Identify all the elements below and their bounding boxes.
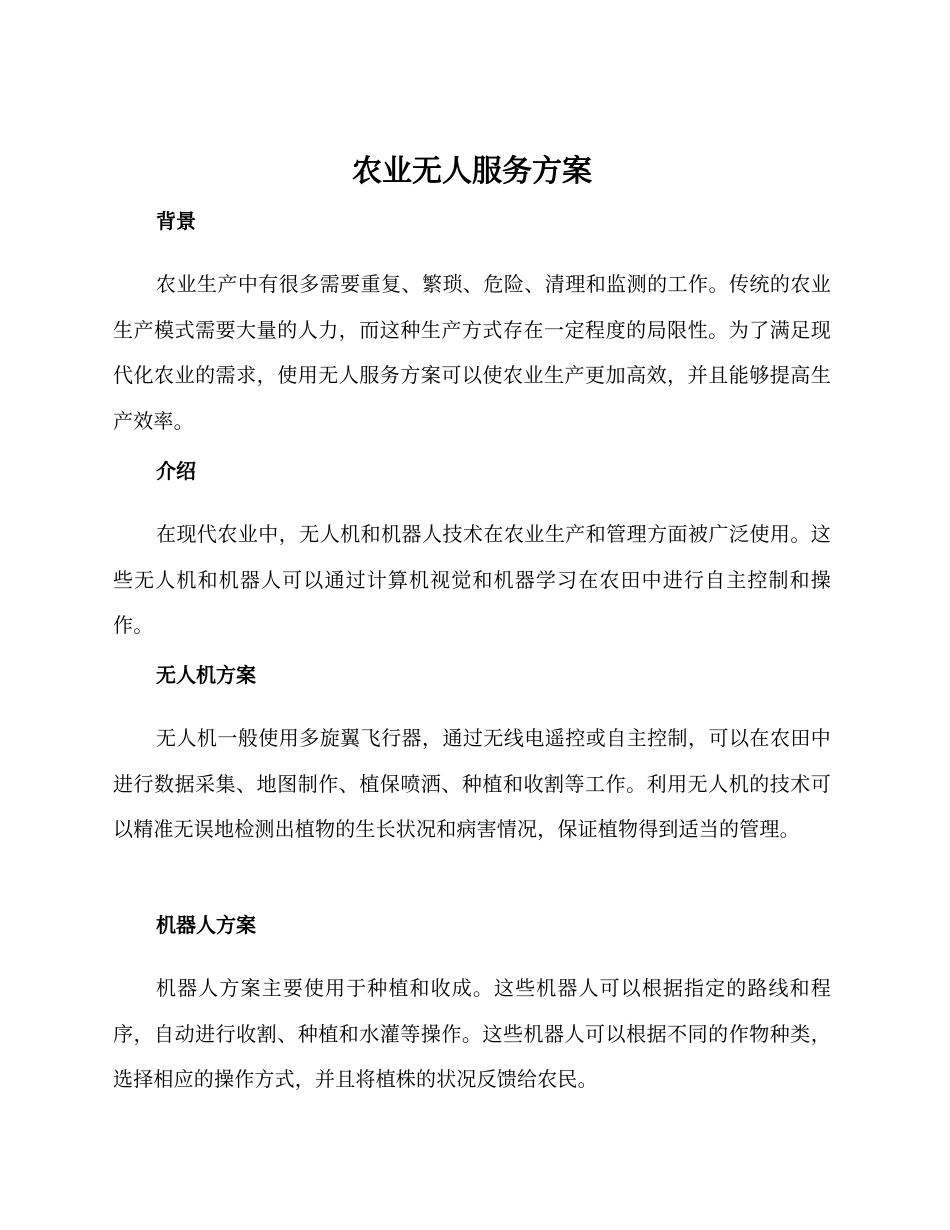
section-body-introduction: 在现代农业中，无人机和机器人技术在农业生产和管理方面被广泛使用。这些无人机和机器人可以通过计算机视觉和机器学习在农田中进行自主控制和操作。 <box>113 522 831 637</box>
section-heading-background: 背景 <box>156 209 196 233</box>
section-heading-introduction: 介绍 <box>156 459 196 483</box>
section-background <box>113 206 831 444</box>
section-robot-plan <box>113 910 831 1103</box>
section-body-drone-plan: 无人机一般使用多旋翼飞行器，通过无线电遥控或自主控制，可以在农田中进行数据采集、地图制作、植保喷洒、种植和收割等工作。利用无人机的技术可以精准无误地检测出植物的生长状况和病害情况，保证植物得到适当的管理。 <box>113 726 831 841</box>
section-body-robot-plan: 机器人方案主要使用于种植和收成。这些机器人可以根据指定的路线和程序，自动进行收割、种植和水灌等操作。这些机器人可以根据不同的作物种类，选择相应的操作方式，并且将植株的状况反馈给农民。 <box>113 976 831 1091</box>
section-body-background: 农业生产中有很多需要重复、繁琐、危险、清理和监测的工作。传统的农业生产模式需要大量的人力，而这种生产方式存在一定程度的局限性。为了满足现代化农业的需求，使用无人服务方案可以使农业生产更加高效，并且能够提高生产效率。 <box>113 272 831 433</box>
section-drone-plan <box>113 660 831 853</box>
section-heading-drone-plan: 无人机方案 <box>156 663 256 687</box>
section-introduction <box>113 456 831 649</box>
section-heading-robot-plan: 机器人方案 <box>156 913 256 937</box>
document-title: 农业无人服务方案 <box>352 154 592 189</box>
